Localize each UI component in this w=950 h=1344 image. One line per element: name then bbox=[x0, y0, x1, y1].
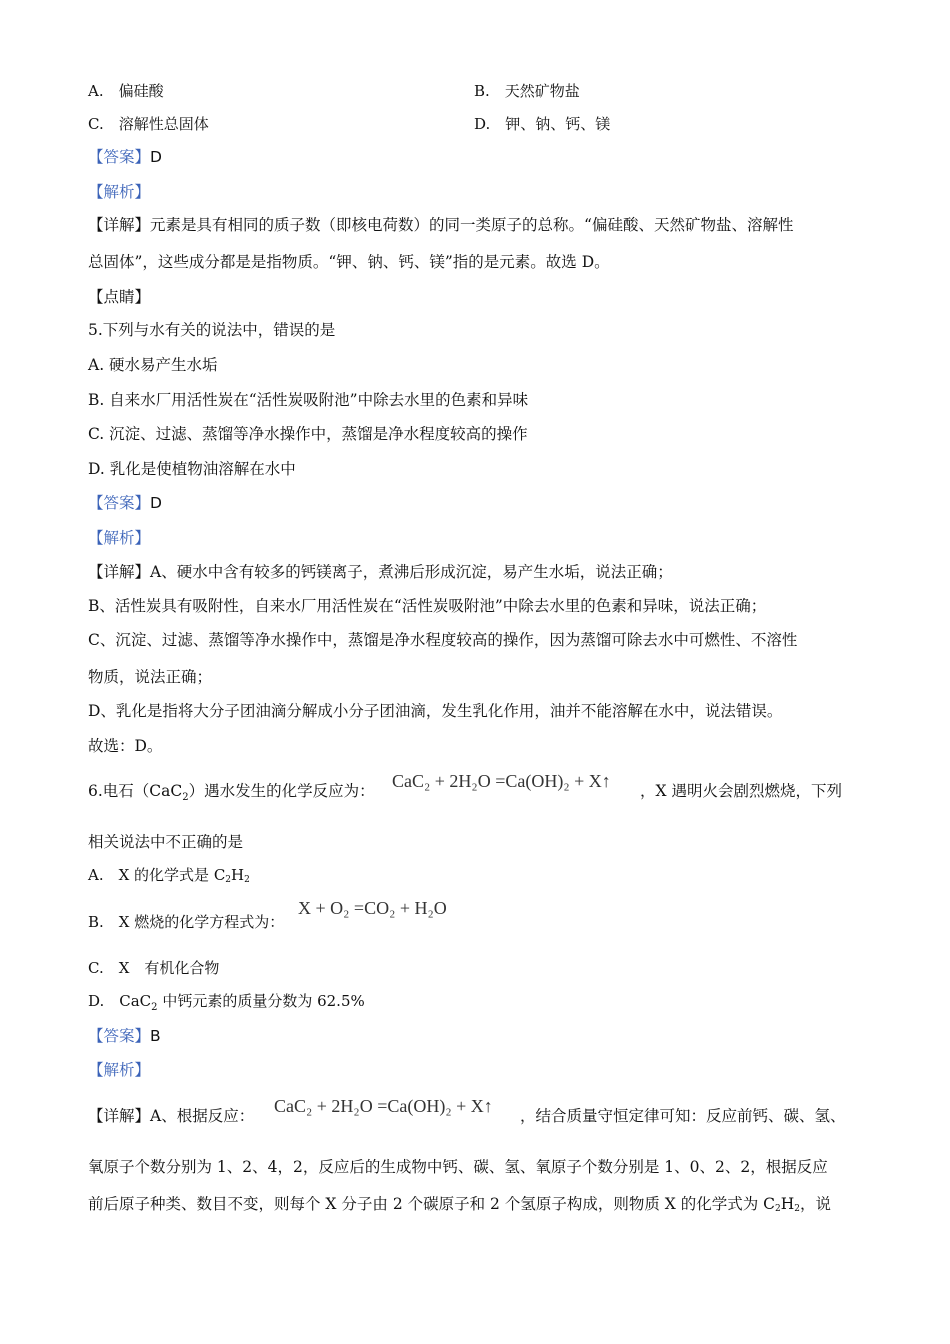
answer-tag: 【答案】 bbox=[88, 148, 151, 166]
q5-detail-c-line-1: C、沉淀、过滤、蒸馏等净水操作中，蒸馏是净水程度较高的操作，因为蒸馏可除去水中可燃性、不溶性 bbox=[88, 631, 798, 649]
q4-option-c: C. 溶解性总固体 bbox=[88, 115, 209, 133]
q4-analysis-tag: 【解析】 bbox=[88, 183, 151, 201]
answer-tag: 【答案】 bbox=[88, 494, 151, 512]
q6-analysis-tag: 【解析】 bbox=[88, 1061, 151, 1079]
q6-detail-line-1-suffix: ，结合质量守恒定律可知：反应前钙、碳、氢、 bbox=[520, 1107, 846, 1125]
option-d-suffix: 中钙元素的质量分数为 62.5% bbox=[157, 992, 365, 1010]
q5-option-b: B. 自来水厂用活性炭在“活性炭吸附池”中除去水里的色素和异味 bbox=[88, 391, 529, 409]
q5-option-d: D. 乳化是使植物油溶解在水中 bbox=[88, 460, 296, 478]
q6-equation-2: X + O₂ =CO₂ + H₂O bbox=[298, 898, 447, 918]
q6-stem-suffix: ，X 遇明火会剧烈燃烧，下列 bbox=[640, 782, 842, 800]
q6-option-c: C. X 有机化合物 bbox=[88, 959, 220, 977]
q5-detail-b: B、活性炭具有吸附性，自来水厂用活性炭在“活性炭吸附池”中除去水里的色素和异味，说法正确； bbox=[88, 597, 767, 615]
q6-equation-3: CaC₂ + 2H₂O =Ca(OH)₂ + X↑ bbox=[274, 1096, 493, 1116]
detail-text: A、硬水中含有较多的钙镁离子，煮沸后形成沉淀，易产生水垢，说法正确； bbox=[150, 563, 673, 581]
answer-value: D bbox=[150, 494, 162, 512]
q4-option-a: A. 偏硅酸 bbox=[88, 82, 164, 100]
option-a-sub-c: 2 bbox=[225, 875, 232, 885]
detail-prefix: A、根据反应： bbox=[150, 1107, 255, 1125]
q4-answer bbox=[88, 146, 162, 168]
q5-conclusion: 故选：D。 bbox=[88, 737, 163, 755]
answer-value: D bbox=[150, 148, 162, 166]
q6-detail-line-2: 氧原子个数分别为 1、2、4，2，反应后的生成物中钙、碳、氢、氧原子个数分别是 1、0、2、2，根据反应 bbox=[88, 1158, 828, 1176]
q4-detail-line-1 bbox=[88, 214, 793, 236]
stem-prefix: 6.电石（CaC bbox=[88, 782, 183, 800]
detail-3-suffix: ，说 bbox=[800, 1195, 832, 1213]
q5-answer bbox=[88, 492, 162, 514]
q6-option-a bbox=[88, 864, 250, 891]
q5-option-a: A. 硬水易产生水垢 bbox=[88, 356, 218, 374]
detail-text: 元素是具有相同的质子数（即核电荷数）的同一类原子的总称。“偏硅酸、天然矿物盐、溶解性 bbox=[150, 216, 794, 234]
option-a-sub-h: 2 bbox=[244, 875, 250, 885]
option-a-h: H bbox=[231, 866, 245, 884]
q4-option-d: D. 钾、钠、钙、镁 bbox=[474, 115, 611, 133]
answer-value: B bbox=[150, 1027, 161, 1045]
q6-stem-line-2: 相关说法中不正确的是 bbox=[88, 833, 244, 851]
q4-detail-line-2: 总固体”，这些成分都是是指物质。“钾、钠、钙、镁”指的是元素。故选 D。 bbox=[88, 253, 610, 271]
detail-3-prefix: 前后原子种类、数目不变，则每个 X 分子由 2 个碳原子和 2 个氢原子构成，则物质 X 的化学式为 C bbox=[88, 1195, 775, 1213]
q6-detail-line-3 bbox=[88, 1193, 831, 1220]
q5-detail-a bbox=[88, 561, 673, 583]
answer-tag: 【答案】 bbox=[88, 1027, 151, 1045]
stem-subscript: 2 bbox=[182, 792, 189, 804]
q4-option-b: B. 天然矿物盐 bbox=[474, 82, 580, 100]
detail-3-sub-c: 2 bbox=[775, 1204, 781, 1214]
q5-detail-c-line-2: 物质，说法正确； bbox=[88, 668, 213, 686]
q5-option-c: C. 沉淀、过滤、蒸馏等净水操作中，蒸馏是净水程度较高的操作 bbox=[88, 425, 528, 443]
q4-comment-tag: 【点睛】 bbox=[88, 288, 151, 306]
q5-detail-d: D、乳化是指将大分子团油滴分解成小分子团油滴，发生乳化作用，油并不能溶解在水中，说法错误。 bbox=[88, 702, 783, 720]
detail-tag: 【详解】 bbox=[88, 216, 151, 234]
option-d-prefix: D. CaC bbox=[88, 992, 152, 1010]
option-a-prefix: A. X 的化学式是 C bbox=[88, 866, 226, 884]
detail-3-h: H bbox=[780, 1195, 795, 1213]
option-d-sub: 2 bbox=[151, 1002, 158, 1013]
q6-option-d bbox=[88, 990, 365, 1019]
stem-mid: ）遇水发生的化学反应为： bbox=[188, 782, 375, 800]
q6-answer bbox=[88, 1025, 161, 1047]
detail-tag: 【详解】 bbox=[88, 1107, 151, 1125]
detail-3-sub-h: 2 bbox=[794, 1204, 800, 1214]
q6-detail-line-1 bbox=[88, 1105, 254, 1127]
q6-stem-line-1 bbox=[88, 780, 375, 809]
q6-equation-1: CaC₂ + 2H₂O =Ca(OH)₂ + X↑ bbox=[392, 771, 611, 791]
detail-tag: 【详解】 bbox=[88, 563, 151, 581]
q6-option-b: B. X 燃烧的化学方程式为： bbox=[88, 913, 285, 931]
q5-analysis-tag: 【解析】 bbox=[88, 529, 151, 547]
q5-stem: 5.下列与水有关的说法中，错误的是 bbox=[88, 321, 336, 339]
